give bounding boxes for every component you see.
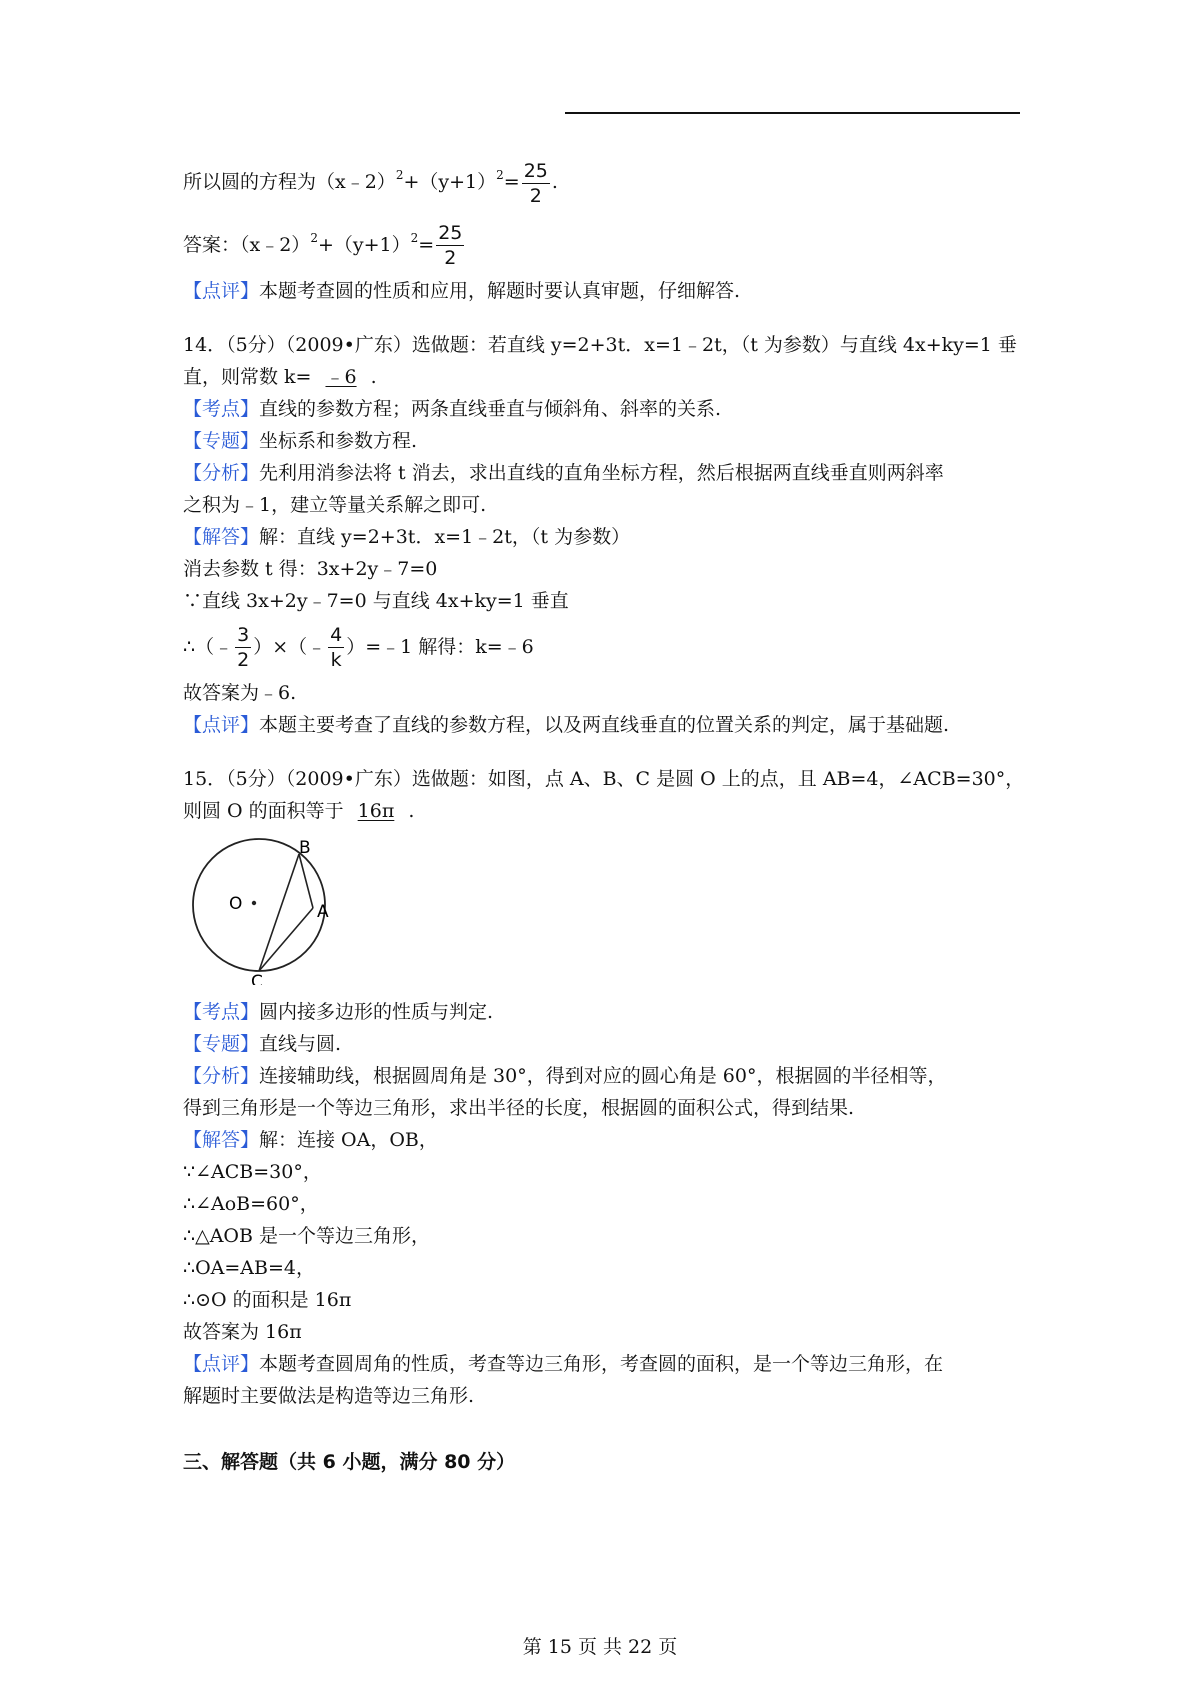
q15-kaodian: 【考点】圆内接多边形的性质与判定. xyxy=(183,1000,494,1023)
q14-fenxi: 【分析】先利用消参法将 t 消去，求出直线的直角坐标方程，然后根据两直线垂直则两斜率 xyxy=(183,461,944,484)
q14-fenxi-2: 之积为﹣1，建立等量关系解之即可. xyxy=(183,493,487,516)
header-rule xyxy=(565,112,1020,114)
q15-stem-1: 15．（5分）（2009•广东）选做题：如图，点 A、B、C 是圆 O 上的点，且 AB=4，∠ACB=30°， xyxy=(183,767,1025,790)
circle-o xyxy=(193,839,325,971)
answer-blank: 16π xyxy=(357,799,395,822)
q15-jieda-3: ∴∠AoB=60°， xyxy=(183,1192,319,1215)
q15-jieda-7: 故答案为 16π xyxy=(183,1320,302,1343)
q15-jieda-6: ∴⊙O 的面积是 16π xyxy=(183,1288,352,1311)
circle-figure xyxy=(189,835,349,985)
q14-review: 【点评】本题主要考查了直线的参数方程，以及两直线垂直的位置关系的判定，属于基础题. xyxy=(183,713,950,736)
answer-blank: ﹣6 xyxy=(325,365,357,388)
q15-review-2: 解题时主要做法是构造等边三角形. xyxy=(183,1384,475,1407)
q15-zhuanti: 【专题】直线与圆. xyxy=(183,1032,342,1055)
label-b: B xyxy=(299,837,311,858)
fraction: $\frac{25}{2}$ xyxy=(523,159,548,207)
q14-jieda-3: ∵直线 3x+2y﹣7=0 与直线 4x+ky=1 垂直 xyxy=(183,589,569,612)
q14-zhuanti: 【专题】坐标系和参数方程. xyxy=(183,429,418,452)
page-footer: 第 15 页 共 22 页 xyxy=(522,1636,678,1658)
q14-jieda-4: ∴（﹣ $\frac{3}{2}$ ）×（﹣ $\frac{4}{k}$ ）=﹣1 解得：k=﹣6 xyxy=(183,624,534,671)
q15-jieda-4: ∴△AOB 是一个等边三角形， xyxy=(183,1224,431,1247)
label-c: C xyxy=(251,971,263,985)
q15-stem-2: 则圆 O 的面积等于 16π . xyxy=(183,795,1033,827)
fraction: $\frac{3}{2}$ xyxy=(237,624,250,671)
chord-bc xyxy=(259,854,299,971)
q15-jieda: 【解答】解：连接 OA，OB， xyxy=(183,1128,438,1151)
q13-answer-line: 答案：$(x﹣2)^2+(y+1)^2=$ $\frac{25}{2}$ xyxy=(183,222,463,269)
q15-jieda-2: ∵∠ACB=30°， xyxy=(183,1160,322,1183)
q14-jieda-2: 消去参数 t 得：3x+2y﹣7=0 xyxy=(183,557,438,580)
q15-fenxi-2: 得到三角形是一个等边三角形，求出半径的长度，根据圆的面积公式，得到结果. xyxy=(183,1096,855,1119)
q14-stem-2: 直，则常数 k= ﹣6 . xyxy=(183,361,1033,393)
fraction: $\frac{25}{2}$ xyxy=(438,222,463,269)
fraction: $\frac{4}{k}$ xyxy=(330,624,343,671)
q14-jieda-5: 故答案为﹣6. xyxy=(183,681,297,704)
chord-ba xyxy=(299,854,313,908)
section-heading: 三、解答题（共 6 小题，满分 80 分） xyxy=(183,1450,516,1473)
q13-review: 【点评】本题考查圆的性质和应用，解题时要认真审题，仔细解答. xyxy=(183,279,741,302)
q14-stem-1: 14．（5分）（2009•广东）选做题：若直线 y=2+3t．x=1﹣2t，（t 为参数）与直线 4x+ky=1 垂 xyxy=(183,333,1017,356)
center-point xyxy=(252,900,256,904)
page-content xyxy=(183,150,1033,1478)
label-o: O xyxy=(229,893,243,914)
q13-equation-line: 所以圆的方程为$(x﹣2)^2+(y+1)^2=$ $\frac{25}{2}$ . xyxy=(183,159,558,207)
q15-fenxi: 【分析】连接辅助线，根据圆周角是 30°，得到对应的圆心角是 60°，根据圆的半径相等， xyxy=(183,1064,947,1087)
label-a: A xyxy=(317,901,329,922)
q14-jieda: 【解答】解：直线 y=2+3t．x=1﹣2t，（t 为参数） xyxy=(183,525,631,548)
chord-ac xyxy=(259,908,313,971)
q14-kaodian: 【考点】直线的参数方程；两条直线垂直与倾斜角、斜率的关系. xyxy=(183,397,722,420)
q15-jieda-5: ∴OA=AB=4， xyxy=(183,1256,315,1279)
q15-review: 【点评】本题考查圆周角的性质，考查等边三角形，考查圆的面积，是一个等边三角形，在 xyxy=(183,1352,944,1375)
